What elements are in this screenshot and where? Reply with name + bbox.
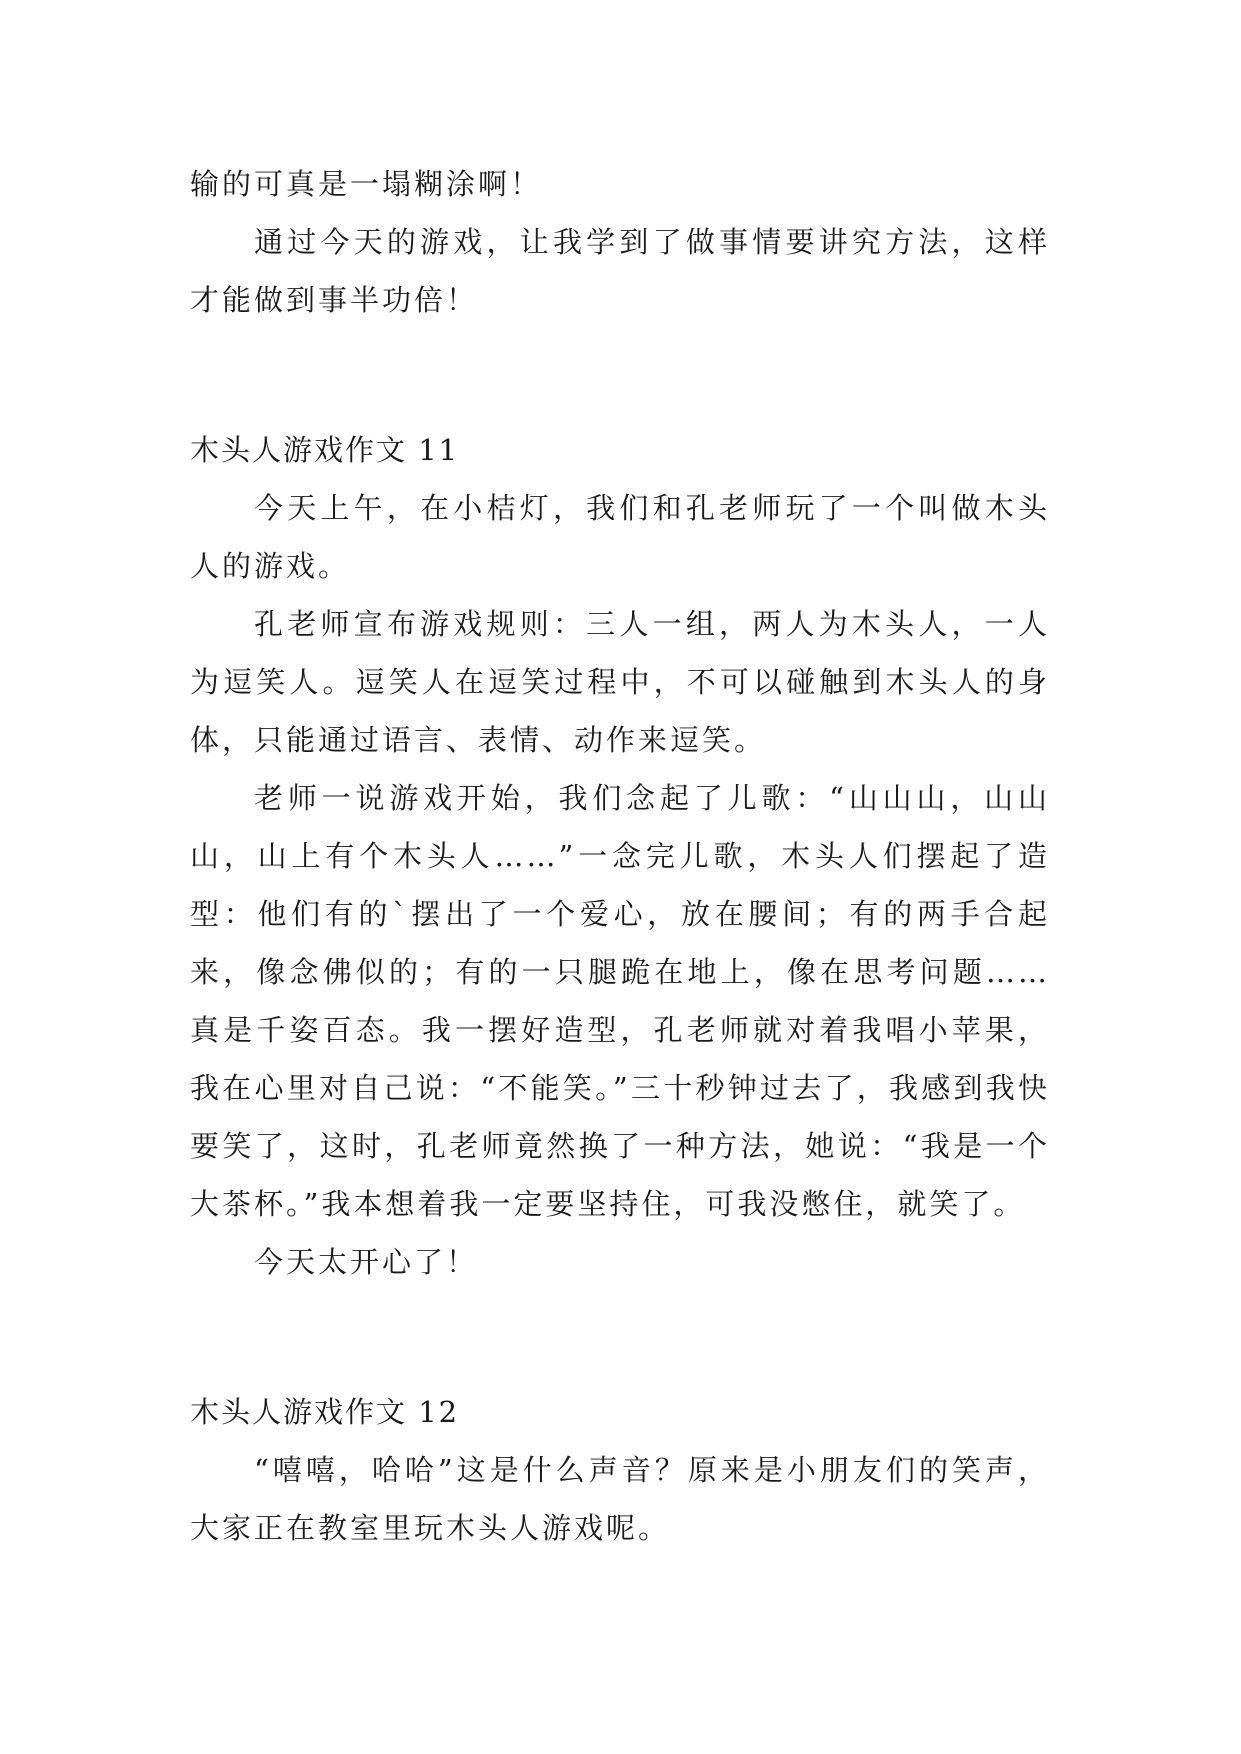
document-body (190, 155, 1050, 1557)
section-gap (190, 329, 1050, 421)
paragraph: 输的可真是一塌糊涂啊！ (190, 167, 543, 201)
section-gap (190, 1291, 1050, 1383)
paragraph: 今天太开心了！ (254, 1245, 479, 1279)
paragraph: “嘻嘻，哈哈”这是什么声音？原来是小朋友们的笑声，大家正在教室里玩木头人游戏呢。 (190, 1453, 1050, 1545)
paragraph: 通过今天的游戏，让我学到了做事情要讲究方法，这样才能做到事半功倍！ (190, 225, 1050, 317)
paragraph: 孔老师宣布游戏规则：三人一组，两人为木头人，一人为逗笑人。逗笑人在逗笑过程中，不可以碰触到木头人的身体，只能通过语言、表情、动作来逗笑。 (190, 607, 1050, 757)
section-heading: 木头人游戏作文 11 (190, 433, 460, 467)
section-heading: 木头人游戏作文 12 (190, 1395, 460, 1429)
paragraph: 今天上午，在小桔灯，我们和孔老师玩了一个叫做木头人的游戏。 (190, 491, 1050, 583)
paragraph: 老师一说游戏开始，我们念起了儿歌：“山山山，山山山，山上有个木头人……”一念完儿歌，木头人们摆起了造型：他们有的`摆出了一个爱心，放在腰间；有的两手合起来，像念佛似的；有的一只腿跪在地上，像在思考问题……真是千姿百态。我一摆好造型，孔老师就对着我唱小苹果，我在心里对自己说：“不能笑。”三十秒钟过去了，我感到我快要笑了，这时，孔老师竟然换了一种方法，她说：“我是一个大茶杯。”我本想着我一定要坚持住，可我没憋住，就笑了。 (190, 781, 1050, 1221)
